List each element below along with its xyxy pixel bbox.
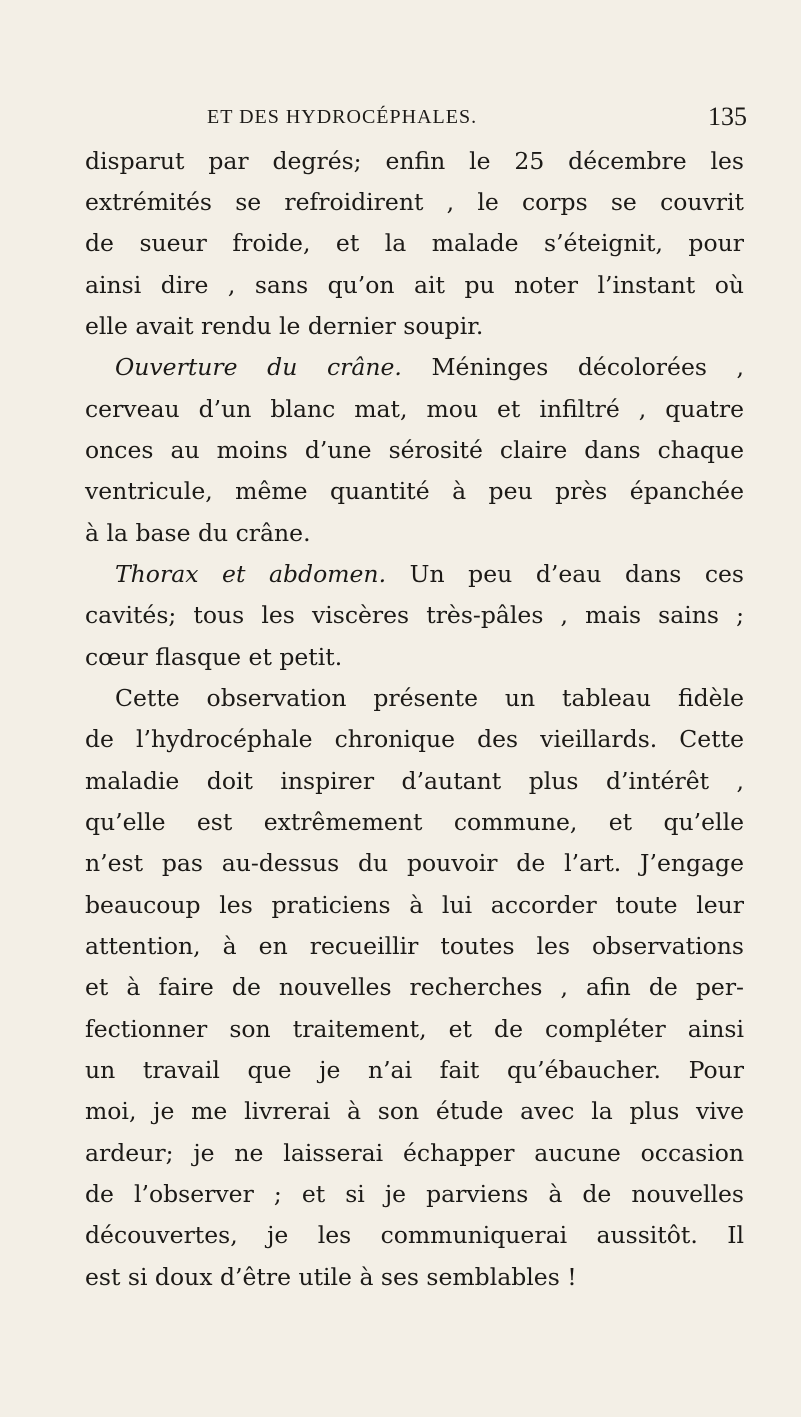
text-line: est si doux d’être utile à ses semblables ! [85, 1263, 577, 1291]
text-line: Cette observation présente un tableau fidèle [115, 684, 744, 712]
page-number: 135 [708, 102, 747, 131]
text-line: n’est pas au-dessus du pouvoir de l’art. J’engage [85, 849, 744, 877]
section-heading: Ouverture du crâne. [115, 353, 402, 381]
text-line: ardeur; je ne laisserai échapper aucune occasion [85, 1139, 744, 1167]
text-line: de sueur froide, et la malade s’éteignit, pour [85, 229, 744, 257]
text-line: cavités; tous les viscères très-pâles , mais sains ; [85, 601, 744, 629]
text-line: maladie doit inspirer d’autant plus d’intérêt , [85, 767, 744, 795]
text-line: de l’hydrocéphale chronique des vieillards. Cette [85, 725, 744, 753]
text-line: qu’elle est extrêmement commune, et qu’elle [85, 808, 744, 836]
text-line: de l’observer ; et si je parviens à de nouvelles [85, 1180, 744, 1208]
text-line: moi, je me livrerai à son étude avec la plus vive [85, 1097, 744, 1125]
text-line: à la base du crâne. [85, 519, 311, 547]
text-line: et à faire de nouvelles recherches , afin de per- [85, 973, 744, 1001]
text-line: un travail que je n’ai fait qu’ébaucher. Pour [85, 1056, 744, 1084]
text-line: cerveau d’un blanc mat, mou et infiltré , quatre [85, 395, 744, 423]
text-line: découvertes, je les communiquerai aussitôt. Il [85, 1221, 744, 1249]
text-line: disparut par degrés; enfin le 25 décembre les [85, 147, 744, 175]
text-line: Thorax et abdomen. Un peu d’eau dans ces [115, 560, 744, 588]
running-title: ET DES HYDROCÉPHALES. [207, 106, 478, 128]
text-line: Ouverture du crâne. Méninges décolorées , [115, 353, 744, 381]
text-line: onces au moins d’une sérosité claire dans chaque [85, 436, 744, 464]
text-line: extrémités se refroidirent , le corps se couvrit [85, 188, 744, 216]
text-line: cœur flasque et petit. [85, 643, 343, 671]
text-line: beaucoup les praticiens à lui accorder toute leur [85, 891, 744, 919]
text-line: ainsi dire , sans qu’on ait pu noter l’instant où [85, 271, 744, 299]
text-line: attention, à en recueillir toutes les observations [85, 932, 744, 960]
section-heading: Thorax et abdomen. [115, 560, 387, 588]
text-line: fectionner son traitement, et de compléter ainsi [85, 1015, 744, 1043]
text-line: ventricule, même quantité à peu près épanchée [85, 477, 744, 505]
text-line: elle avait rendu le dernier soupir. [85, 312, 484, 340]
running-header [207, 102, 747, 138]
